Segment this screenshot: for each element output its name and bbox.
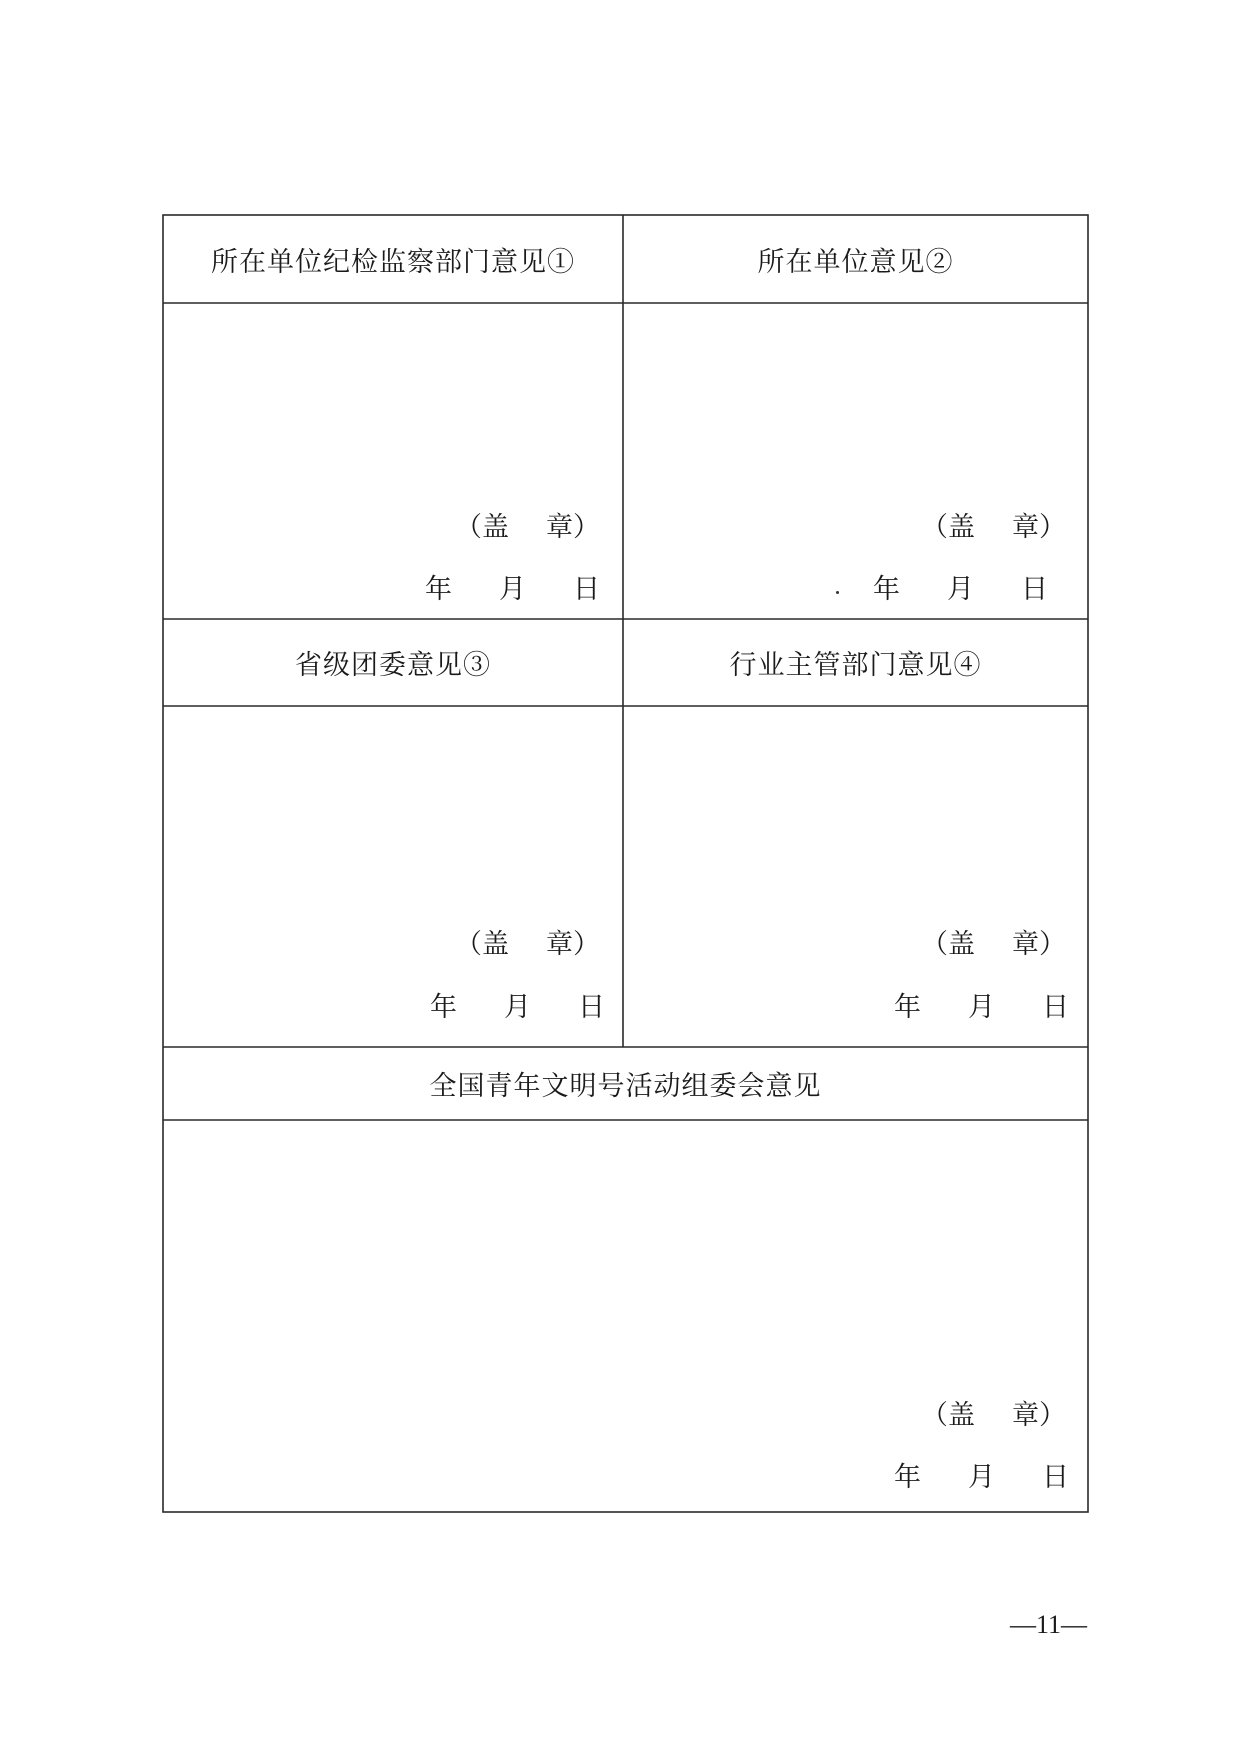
date-label: [425, 567, 600, 606]
seal-close: 章）: [1012, 512, 1066, 543]
seal-label: [455, 505, 600, 544]
day-label: 日: [1021, 574, 1048, 605]
date-label: [873, 567, 1048, 606]
seal-open: （盖: [921, 512, 975, 543]
day-label: 日: [578, 992, 605, 1023]
year-label: 年: [894, 992, 921, 1023]
day-label: 日: [573, 574, 600, 605]
section-header-unit: 所在单位意见②: [757, 246, 954, 278]
seal-open: （盖: [455, 512, 509, 543]
page-number: —11—: [1010, 1610, 1088, 1639]
year-label: 年: [430, 992, 457, 1023]
seal-close: 章）: [1012, 929, 1066, 960]
seal-label: [455, 922, 600, 961]
section-header-discipline: 所在单位纪检监察部门意见①: [211, 246, 575, 278]
year-label: 年: [873, 574, 900, 605]
month-label: 月: [947, 574, 974, 605]
date-label: [894, 1455, 1069, 1494]
scan-speck: [836, 591, 839, 594]
date-label: [894, 985, 1069, 1024]
day-label: 日: [1042, 992, 1069, 1023]
month-label: 月: [504, 992, 531, 1023]
seal-close: 章）: [546, 929, 600, 960]
year-label: 年: [425, 574, 452, 605]
day-label: 日: [1042, 1462, 1069, 1493]
month-label: 月: [968, 1462, 995, 1493]
seal-label: [921, 505, 1066, 544]
seal-open: （盖: [921, 1400, 975, 1431]
seal-open: （盖: [455, 929, 509, 960]
seal-label: [921, 922, 1066, 961]
month-label: 月: [968, 992, 995, 1023]
section-header-industry: 行业主管部门意见④: [729, 650, 982, 681]
section-header-committee: 全国青年文明号活动组委会意见: [429, 1071, 822, 1102]
month-label: 月: [499, 574, 526, 605]
section-header-provincial: 省级团委意见③: [295, 650, 491, 681]
seal-label: [921, 1393, 1066, 1432]
year-label: 年: [894, 1462, 921, 1493]
seal-close: 章）: [546, 512, 600, 543]
seal-open: （盖: [921, 929, 975, 960]
seal-close: 章）: [1012, 1400, 1066, 1431]
date-label: [430, 985, 605, 1024]
